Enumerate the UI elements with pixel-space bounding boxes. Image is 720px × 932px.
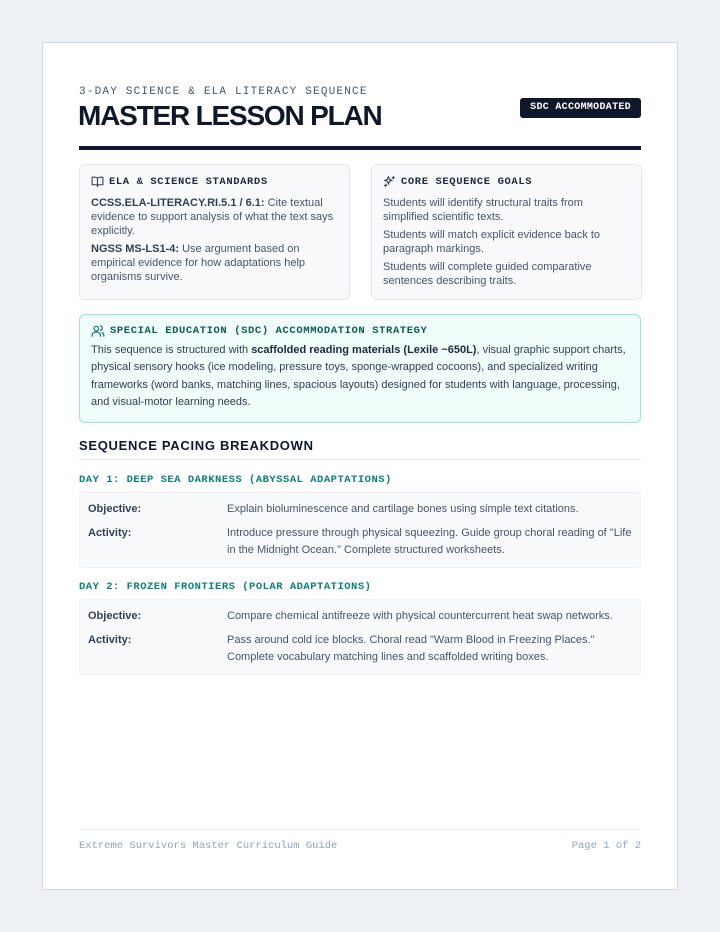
standard-code: NGSS MS-LS1-4: — [91, 243, 180, 255]
day-2-title: DAY 2: FROZEN FRONTIERS (POLAR ADAPTATIONS) — [79, 581, 372, 593]
activity-text: Introduce pressure through physical squeezing. Guide group choral reading of "Life in the Midnight Ocean." Complete structured worksheets. — [227, 527, 632, 556]
goals-card-title: CORE SEQUENCE GOALS — [401, 175, 533, 188]
day-2-details — [79, 599, 641, 675]
goal-item: Students will identify structural traits from simplified scientific texts. — [383, 197, 583, 223]
sequence-eyebrow: 3-DAY SCIENCE & ELA LITERACY SEQUENCE — [79, 86, 368, 98]
sparkles-icon — [383, 175, 396, 188]
sdc-strategy-title: SPECIAL EDUCATION (SDC) ACCOMMODATION STRATEGY — [110, 325, 428, 337]
day-1-activity-row — [88, 525, 632, 559]
day-1-title: DAY 1: DEEP SEA DARKNESS (ABYSSAL ADAPTATIONS) — [79, 474, 392, 486]
book-icon — [91, 175, 104, 188]
page-title: MASTER LESSON PLAN — [78, 100, 382, 131]
standards-card — [79, 164, 350, 300]
users-icon — [91, 324, 105, 338]
day-2-objective-row — [88, 608, 632, 625]
standard-text: Use argument based on empirical evidence for how adaptations help organisms survive. — [91, 243, 306, 283]
pacing-section-title: SEQUENCE PACING BREAKDOWN — [79, 438, 641, 460]
page-number: Page 1 of 2 — [571, 840, 641, 852]
objective-label: Objective: — [88, 610, 142, 622]
sdc-strategy-header — [91, 324, 629, 338]
goal-item: Students will complete guided comparative sentences describing traits. — [383, 261, 592, 287]
goal-item: Students will match explicit evidence back to paragraph markings. — [383, 229, 601, 255]
sdc-text-emphasis: scaffolded reading materials (Lexile ~650L) — [251, 344, 477, 356]
footer-guide-title: Extreme Survivors Master Curriculum Guide — [79, 840, 338, 852]
day-1-details — [79, 492, 641, 568]
activity-label: Activity: — [88, 527, 132, 539]
objective-text: Compare chemical antifreeze with physical countercurrent heat swap networks. — [227, 610, 613, 622]
activity-label: Activity: — [88, 634, 132, 646]
objective-label: Objective: — [88, 503, 142, 515]
standards-card-header — [91, 175, 338, 188]
standard-code: CCSS.ELA-LITERACY.RI.5.1 / 6.1: — [91, 197, 265, 209]
standard-item — [91, 196, 338, 238]
standard-text: Cite textual evidence to support analysis of what the text says explicitly. — [91, 197, 334, 237]
standard-item — [91, 242, 338, 284]
sdc-strategy-text — [91, 342, 629, 411]
standards-card-title: ELA & SCIENCE STANDARDS — [109, 175, 268, 188]
goals-card-header — [383, 175, 630, 188]
day-2-activity-row — [88, 632, 632, 666]
sdc-strategy-panel — [79, 314, 641, 423]
sdc-text-lead: This sequence is structured with — [91, 344, 252, 356]
goals-card — [371, 164, 642, 300]
activity-text: Pass around cold ice blocks. Choral read "Warm Blood in Freezing Places." Complete vocabulary matching lines and scaffolded writing boxes. — [227, 634, 595, 663]
header-divider — [79, 146, 641, 150]
sdc-text-rest: , visual graphic support charts, physical sensory hooks (ice modeling, pressure toys, sponge-wrapped cocoons), and specialized writing frameworks (word banks, matching lines, spacious layouts) designed for students with language, processing, and visual-motor learning needs. — [91, 344, 626, 408]
sdc-accommodated-badge: SDC ACCOMMODATED — [520, 98, 641, 118]
footer-divider — [79, 829, 641, 830]
objective-text: Explain bioluminescence and cartilage bones using simple text citations. — [227, 503, 579, 515]
day-1-objective-row — [88, 501, 632, 518]
lesson-plan-page — [42, 42, 678, 890]
